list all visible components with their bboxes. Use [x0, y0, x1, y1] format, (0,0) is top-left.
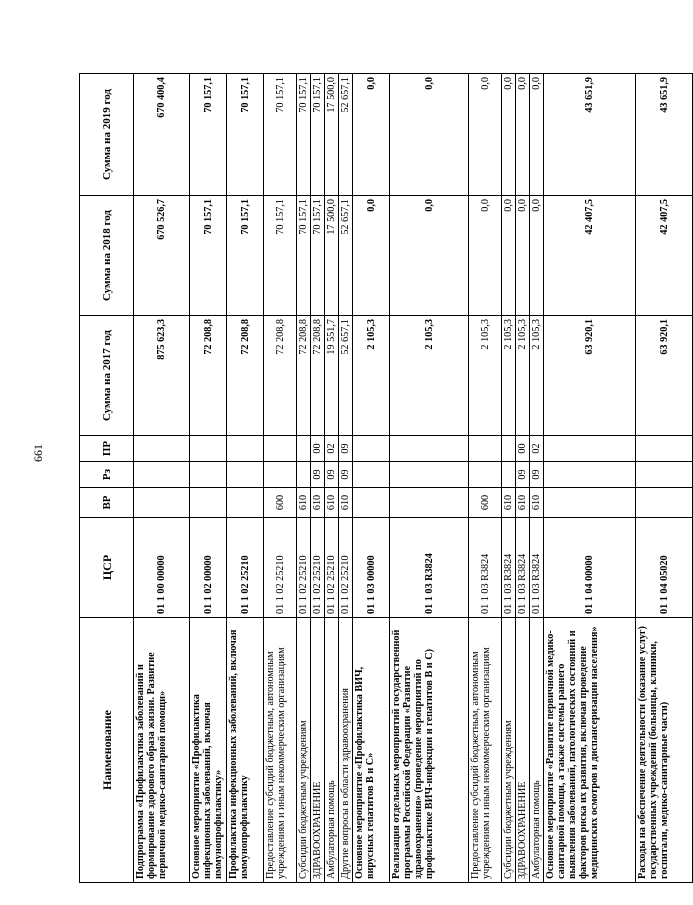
budget-table: [79, 73, 693, 883]
cell-sum-2017: 72 208,8: [311, 316, 325, 436]
cell-pr: [636, 436, 693, 462]
table-row: [227, 74, 264, 883]
cell-sum-2018: 0,0: [390, 196, 469, 316]
cell-sum-2019: 52 657,1: [339, 74, 353, 196]
cell-rz: [353, 462, 390, 488]
table-row: [264, 74, 297, 883]
cell-name: Реализация отдельных мероприятий государственной программы Российской Федерации «Развитие здравоохранения» (проведение мероприятий по профилактике ВИЧ-инфекции и гепатитов В и С): [390, 618, 469, 883]
cell-rz: [390, 462, 469, 488]
cell-sum-2019: 70 157,1: [264, 74, 297, 196]
cell-name: Амбулаторная помощь: [325, 618, 339, 883]
cell-sum-2017: 72 208,8: [264, 316, 297, 436]
header-csr: ЦСР: [80, 518, 134, 618]
cell-sum-2017: 19 551,7: [325, 316, 339, 436]
cell-pr: 02: [530, 436, 544, 462]
cell-name: Основное мероприятие «Профилактика инфекционных заболеваний, включая иммунопрофилактику»: [190, 618, 227, 883]
rotated-table-container: [79, 74, 670, 883]
cell-sum-2017: 2 105,3: [353, 316, 390, 436]
cell-name: Амбулаторная помощь: [530, 618, 544, 883]
cell-csr: 01 1 02 25210: [325, 518, 339, 618]
header-sum-2017: Сумма на 2017 год: [80, 316, 134, 436]
cell-sum-2019: 0,0: [516, 74, 530, 196]
cell-csr: 01 1 03 00000: [353, 518, 390, 618]
cell-rz: 09: [530, 462, 544, 488]
cell-vr: [390, 488, 469, 518]
cell-vr: 610: [297, 488, 311, 518]
cell-pr: 00: [311, 436, 325, 462]
cell-name: Расходы на обеспечение деятельности (оказание услуг) государственных учреждений (больницы, клиники, госпитали, медико-санитарные части): [636, 618, 693, 883]
cell-name: Профилактика инфекционных заболеваний, включая иммунопрофилактику: [227, 618, 264, 883]
cell-rz: [190, 462, 227, 488]
cell-sum-2018: 70 157,1: [227, 196, 264, 316]
cell-csr: 01 1 02 25210: [311, 518, 325, 618]
cell-sum-2019: 70 157,1: [190, 74, 227, 196]
cell-name: Основное мероприятие «Развитие первичной медико-санитарной помощи, а также системы раннего выявления заболеваний, патологических состояний и факторов риска их развития, включая проведение медицинских осмотров и диспансеризации населения»: [544, 618, 636, 883]
table-row: [353, 74, 390, 883]
table-row: [636, 74, 693, 883]
cell-sum-2018: 0,0: [353, 196, 390, 316]
cell-sum-2017: 63 920,1: [636, 316, 693, 436]
cell-vr: 610: [530, 488, 544, 518]
cell-rz: [502, 462, 516, 488]
table-row: [390, 74, 469, 883]
cell-vr: [190, 488, 227, 518]
cell-rz: 09: [311, 462, 325, 488]
cell-sum-2018: 70 157,1: [297, 196, 311, 316]
header-pr: ПР: [80, 436, 134, 462]
cell-sum-2017: 2 105,3: [502, 316, 516, 436]
cell-vr: 600: [469, 488, 502, 518]
cell-vr: [353, 488, 390, 518]
cell-vr: 610: [516, 488, 530, 518]
cell-vr: [544, 488, 636, 518]
cell-sum-2017: 72 208,8: [227, 316, 264, 436]
cell-rz: [134, 462, 190, 488]
table-row: [311, 74, 325, 883]
cell-pr: [390, 436, 469, 462]
cell-csr: 01 1 03 R3824: [516, 518, 530, 618]
table-row: [190, 74, 227, 883]
cell-sum-2017: 2 105,3: [530, 316, 544, 436]
cell-sum-2018: 670 526,7: [134, 196, 190, 316]
cell-sum-2018: 42 407,5: [636, 196, 693, 316]
cell-name: Подпрограмма «Профилактика заболеваний и формирование здорового образа жизни. Развитие первичной медико-санитарной помощи»: [134, 618, 190, 883]
cell-vr: 610: [339, 488, 353, 518]
table-row: [339, 74, 353, 883]
cell-pr: 09: [339, 436, 353, 462]
cell-pr: [544, 436, 636, 462]
cell-vr: [636, 488, 693, 518]
cell-pr: 00: [516, 436, 530, 462]
cell-pr: [502, 436, 516, 462]
cell-sum-2019: 670 400,4: [134, 74, 190, 196]
cell-sum-2018: 42 407,5: [544, 196, 636, 316]
header-name: Наименование: [80, 618, 134, 883]
cell-csr: 01 1 02 25210: [297, 518, 311, 618]
cell-sum-2018: 0,0: [516, 196, 530, 316]
header-sum-2019: Сумма на 2019 год: [80, 74, 134, 196]
page-number: 661: [31, 444, 45, 462]
cell-sum-2018: 0,0: [530, 196, 544, 316]
cell-sum-2018: 70 157,1: [264, 196, 297, 316]
cell-csr: 01 1 02 25210: [227, 518, 264, 618]
header-sum-2018: Сумма на 2018 год: [80, 196, 134, 316]
cell-vr: 600: [264, 488, 297, 518]
table-row: [297, 74, 311, 883]
cell-sum-2019: 70 157,1: [311, 74, 325, 196]
cell-sum-2019: 0,0: [390, 74, 469, 196]
cell-sum-2017: 2 105,3: [516, 316, 530, 436]
cell-csr: 01 1 03 R3824: [390, 518, 469, 618]
cell-rz: [297, 462, 311, 488]
table-row: [469, 74, 502, 883]
cell-sum-2017: 875 623,3: [134, 316, 190, 436]
cell-name: Предоставление субсидий бюджетным, автономным учреждениям и иным некоммерческим организациям: [264, 618, 297, 883]
cell-csr: 01 1 02 25210: [339, 518, 353, 618]
cell-csr: 01 1 02 25210: [264, 518, 297, 618]
cell-vr: 610: [325, 488, 339, 518]
cell-vr: 610: [502, 488, 516, 518]
cell-csr: 01 1 03 R3824: [502, 518, 516, 618]
cell-sum-2017: 2 105,3: [469, 316, 502, 436]
cell-pr: [264, 436, 297, 462]
cell-csr: 01 1 02 00000: [190, 518, 227, 618]
cell-name: ЗДРАВООХРАНЕНИЕ: [311, 618, 325, 883]
cell-sum-2018: 70 157,1: [190, 196, 227, 316]
cell-name: Предоставление субсидий бюджетным, автономным учреждениям и иным некоммерческим организациям: [469, 618, 502, 883]
table-header-row: [80, 74, 134, 883]
cell-sum-2019: 0,0: [353, 74, 390, 196]
table-row: [516, 74, 530, 883]
cell-pr: [353, 436, 390, 462]
cell-rz: [227, 462, 264, 488]
cell-sum-2019: 70 157,1: [227, 74, 264, 196]
cell-rz: 09: [339, 462, 353, 488]
cell-name: Субсидии бюджетным учреждениям: [297, 618, 311, 883]
table-row: [544, 74, 636, 883]
table-row: [134, 74, 190, 883]
cell-sum-2018: 70 157,1: [311, 196, 325, 316]
cell-csr: 01 1 00 00000: [134, 518, 190, 618]
cell-sum-2018: 17 500,0: [325, 196, 339, 316]
cell-sum-2017: 72 208,8: [297, 316, 311, 436]
cell-rz: [544, 462, 636, 488]
cell-sum-2017: 2 105,3: [390, 316, 469, 436]
cell-sum-2018: 0,0: [469, 196, 502, 316]
cell-csr: 01 1 04 00000: [544, 518, 636, 618]
cell-rz: [636, 462, 693, 488]
table-row: [502, 74, 516, 883]
cell-sum-2019: 0,0: [502, 74, 516, 196]
cell-vr: [227, 488, 264, 518]
cell-name: Субсидии бюджетным учреждениям: [502, 618, 516, 883]
cell-sum-2019: 43 651,9: [544, 74, 636, 196]
cell-csr: 01 1 03 R3824: [530, 518, 544, 618]
cell-rz: 09: [325, 462, 339, 488]
cell-sum-2018: 52 657,1: [339, 196, 353, 316]
header-vr: ВР: [80, 488, 134, 518]
cell-pr: [227, 436, 264, 462]
cell-pr: [297, 436, 311, 462]
cell-rz: [264, 462, 297, 488]
cell-name: ЗДРАВООХРАНЕНИЕ: [516, 618, 530, 883]
cell-vr: 610: [311, 488, 325, 518]
cell-sum-2019: 0,0: [530, 74, 544, 196]
cell-pr: [469, 436, 502, 462]
cell-csr: 01 1 03 R3824: [469, 518, 502, 618]
cell-sum-2019: 17 500,0: [325, 74, 339, 196]
cell-pr: [190, 436, 227, 462]
table-row: [325, 74, 339, 883]
cell-sum-2017: 63 920,1: [544, 316, 636, 436]
table-row: [530, 74, 544, 883]
cell-pr: [134, 436, 190, 462]
cell-csr: 01 1 04 05020: [636, 518, 693, 618]
cell-sum-2018: 0,0: [502, 196, 516, 316]
cell-pr: 02: [325, 436, 339, 462]
cell-sum-2017: 72 208,8: [190, 316, 227, 436]
cell-sum-2019: 0,0: [469, 74, 502, 196]
header-rz: Рз: [80, 462, 134, 488]
cell-name: Другие вопросы в области здравоохранения: [339, 618, 353, 883]
cell-sum-2019: 70 157,1: [297, 74, 311, 196]
cell-sum-2019: 43 651,9: [636, 74, 693, 196]
cell-rz: [469, 462, 502, 488]
cell-sum-2017: 52 657,1: [339, 316, 353, 436]
cell-rz: 09: [516, 462, 530, 488]
cell-vr: [134, 488, 190, 518]
cell-name: Основное мероприятие «Профилактика ВИЧ, вирусных гепатитов В и С»: [353, 618, 390, 883]
